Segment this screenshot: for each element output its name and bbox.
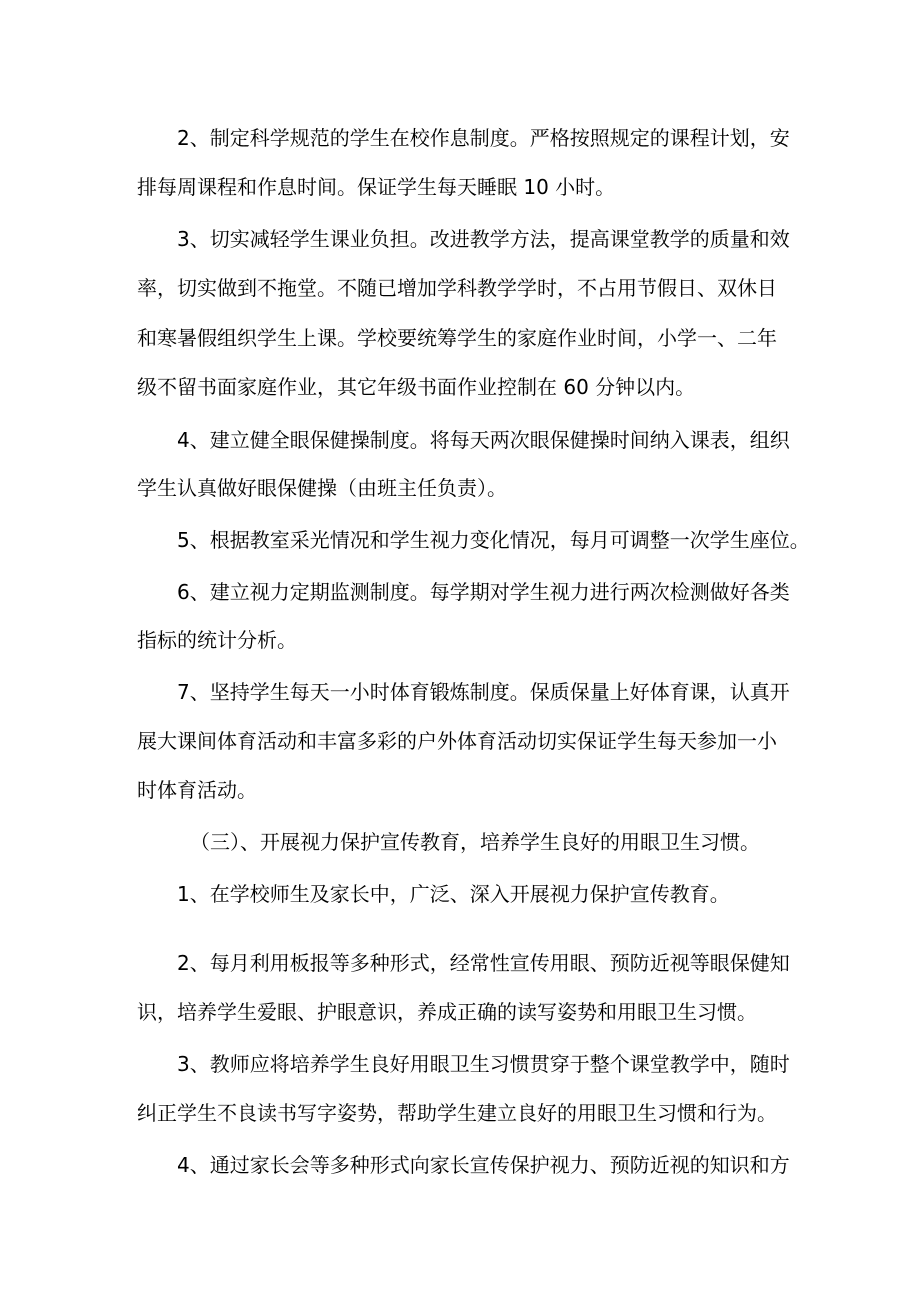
section-item-4-line-1: 4、通过家长会等多种形式向家长宣传保护视力、预防近视的知识和方 — [177, 1153, 790, 1177]
paragraph-3-line-3: 和寒暑假组织学生上课。学校要统筹学生的家庭作业时间，小学一、二年 — [137, 326, 777, 350]
paragraph-4-line-1: 4、建立健全眼保健操制度。将每天两次眼保健操时间纳入课表，组织 — [177, 428, 790, 452]
paragraph-3-line-1: 3、切实减轻学生课业负担。改进教学方法，提高课堂教学的质量和效 — [177, 227, 790, 251]
paragraph-2-line-1: 2、制定科学规范的学生在校作息制度。严格按照规定的课程计划，安 — [177, 126, 790, 150]
paragraph-7-line-2: 展大课间体育活动和丰富多彩的户外体育活动切实保证学生每天参加一小 — [137, 729, 777, 753]
section-item-1-line-1: 1、在学校师生及家长中，广泛、深入开展视力保护宣传教育。 — [177, 882, 730, 906]
paragraph-6-line-2: 指标的统计分析。 — [137, 628, 297, 652]
section-item-3-line-2: 纠正学生不良读书写字姿势，帮助学生建立良好的用眼卫生习惯和行为。 — [137, 1101, 777, 1125]
paragraph-6-line-1: 6、建立视力定期监测制度。每学期对学生视力进行两次检测做好各类 — [177, 580, 790, 604]
paragraph-7-line-3: 时体育活动。 — [137, 778, 257, 802]
paragraph-4-line-2: 学生认真做好眼保健操（由班主任负责）。 — [137, 476, 507, 500]
paragraph-5-line-1: 5、根据教室采光情况和学生视力变化情况，每月可调整一次学生座位。 — [177, 528, 810, 552]
section-item-2-line-1: 2、每月利用板报等多种形式，经常性宣传用眼、预防近视等眼保健知 — [177, 951, 790, 975]
paragraph-3-line-4: 级不留书面家庭作业，其它年级书面作业控制在 60 分钟以内。 — [137, 375, 696, 399]
paragraph-2-line-2: 排每周课程和作息时间。保证学生每天睡眠 10 小时。 — [137, 175, 616, 199]
section-item-2-line-2: 识，培养学生爱眼、护眼意识，养成正确的读写姿势和用眼卫生习惯。 — [137, 1000, 757, 1024]
section-heading: （三）、开展视力保护宣传教育，培养学生良好的用眼卫生习惯。 — [190, 830, 760, 854]
paragraph-3-line-2: 率，切实做到不拖堂。不随已增加学科教学学时，不占用节假日、双休日 — [137, 276, 777, 300]
paragraph-7-line-1: 7、坚持学生每天一小时体育锻炼制度。保质保量上好体育课，认真开 — [177, 680, 790, 704]
section-item-3-line-1: 3、教师应将培养学生良好用眼卫生习惯贯穿于整个课堂教学中，随时 — [177, 1052, 790, 1076]
